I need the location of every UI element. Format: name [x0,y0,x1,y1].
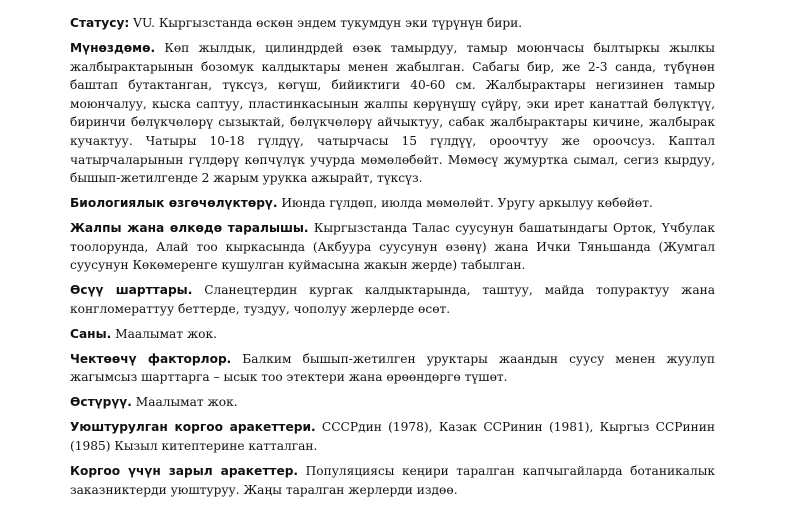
needed-actions-heading: Коргоо үчүн зарыл аракеттер. [70,463,299,478]
description-paragraph [70,39,715,188]
status-paragraph [70,14,715,33]
cultivation-heading: Өстүрүү. [70,395,132,410]
protection-measures-paragraph [70,418,715,455]
distribution-text: Кыргызстанда Талас суусунун башатындагы Орток, Үчбулак тоолорунда, Алай тоо кыркасында (Акбуура суусунун өзөнү) жана Ички Тяньшанда (Жумгал суусунун Көкөмеренге кушулган куймасына жакын жерде) табылган. [70,221,715,273]
status-heading: Статусу: [70,16,130,30]
description-text: Көп жылдык, цилиндрдей өзөк тамырдуу, тамыр моюнчасы былтыркы жылкы жалбырактарынын бозомук калдыктары менен жабылган. Сабагы бир, же 2-3 санда, түбүнөн баштап бутактанган, түксүз, көгүш, бийиктиги 40-60 см. Жалбырактары негизинен тамыр моюнчалуу, кыска саптуу, пластинкасынын жалпы көрүнүшү сүйрү, эки ирет канаттай бөлүктүү, биринчи бөлүкчөлөрү сызыктай, бөлүкчөлөрү айчыктуу, сабак жалбырактары кичине, жалбырак кучактуу. Чатыры 10-18 гүлдүү, чатырчасы 15 гүлдүү, ороочтуу же ороочсуз. Каптал чатырчаларынын гүлдөрү көпчүлүк учурда мөмөлөбөйт. Мөмөсү жумуртка сымал, сегиз кырдуу, бышып-жетилгенде 2 жарым урукка ажырайт, түксүз. [70,40,715,186]
population-paragraph [70,325,715,344]
protection-measures-heading: Уюштурулган коргоо аракеттери. [70,420,316,435]
needed-actions-paragraph [70,462,715,499]
biology-paragraph [70,194,715,213]
population-heading: Саны. [70,326,112,341]
biology-text: Июнда гүлдөп, июлда мөмөлөйт. Уругу аркылуу көбөйөт. [277,196,653,211]
biology-heading: Биологиялык өзгөчөлүктөрү. [70,196,278,211]
protection-measures-text: СССРдин (1978), Казак ССРинин (1981), Кыргыз ССРинин (1985) Кызыл китептерине катталган. [70,420,715,453]
habitat-paragraph [70,281,715,318]
limiting-factors-text: Балким бышып-жетилген уруктары жаандын суусу менен жуулуп жагымсыз шарттарга – ысык тоо этектери жана өрөөндөргө түшөт. [70,351,716,385]
document-page [70,14,715,506]
cultivation-text: Маалымат жок. [131,395,238,410]
status-text: VU. Кыргызстанда өскөн эндем тукумдун эки түрүнүн бири. [129,16,523,30]
habitat-text: Сланецтердин кургак калдыктарында, таштуу, майда топурактуу жана конгломераттуу беттерде, туздуу, чополуу жерлерде өсөт. [70,283,715,316]
habitat-heading: Өсүү шарттары. [70,283,193,298]
limiting-factors-heading: Чектөөчү факторлор. [70,351,232,366]
distribution-heading: Жалпы жана өлкөдө таралышы. [70,221,309,236]
cultivation-paragraph [70,393,715,412]
distribution-paragraph [70,219,715,275]
population-text: Маалымат жок. [111,326,217,341]
limiting-factors-paragraph [70,350,715,387]
description-heading: Мүнөздөмө. [70,40,156,55]
needed-actions-text: Популяциясы кеңири таралган капчыгайларда ботаникалык заказниктерди уюштуруу. Жаңы таралган жерлерди издөө. [70,463,716,497]
